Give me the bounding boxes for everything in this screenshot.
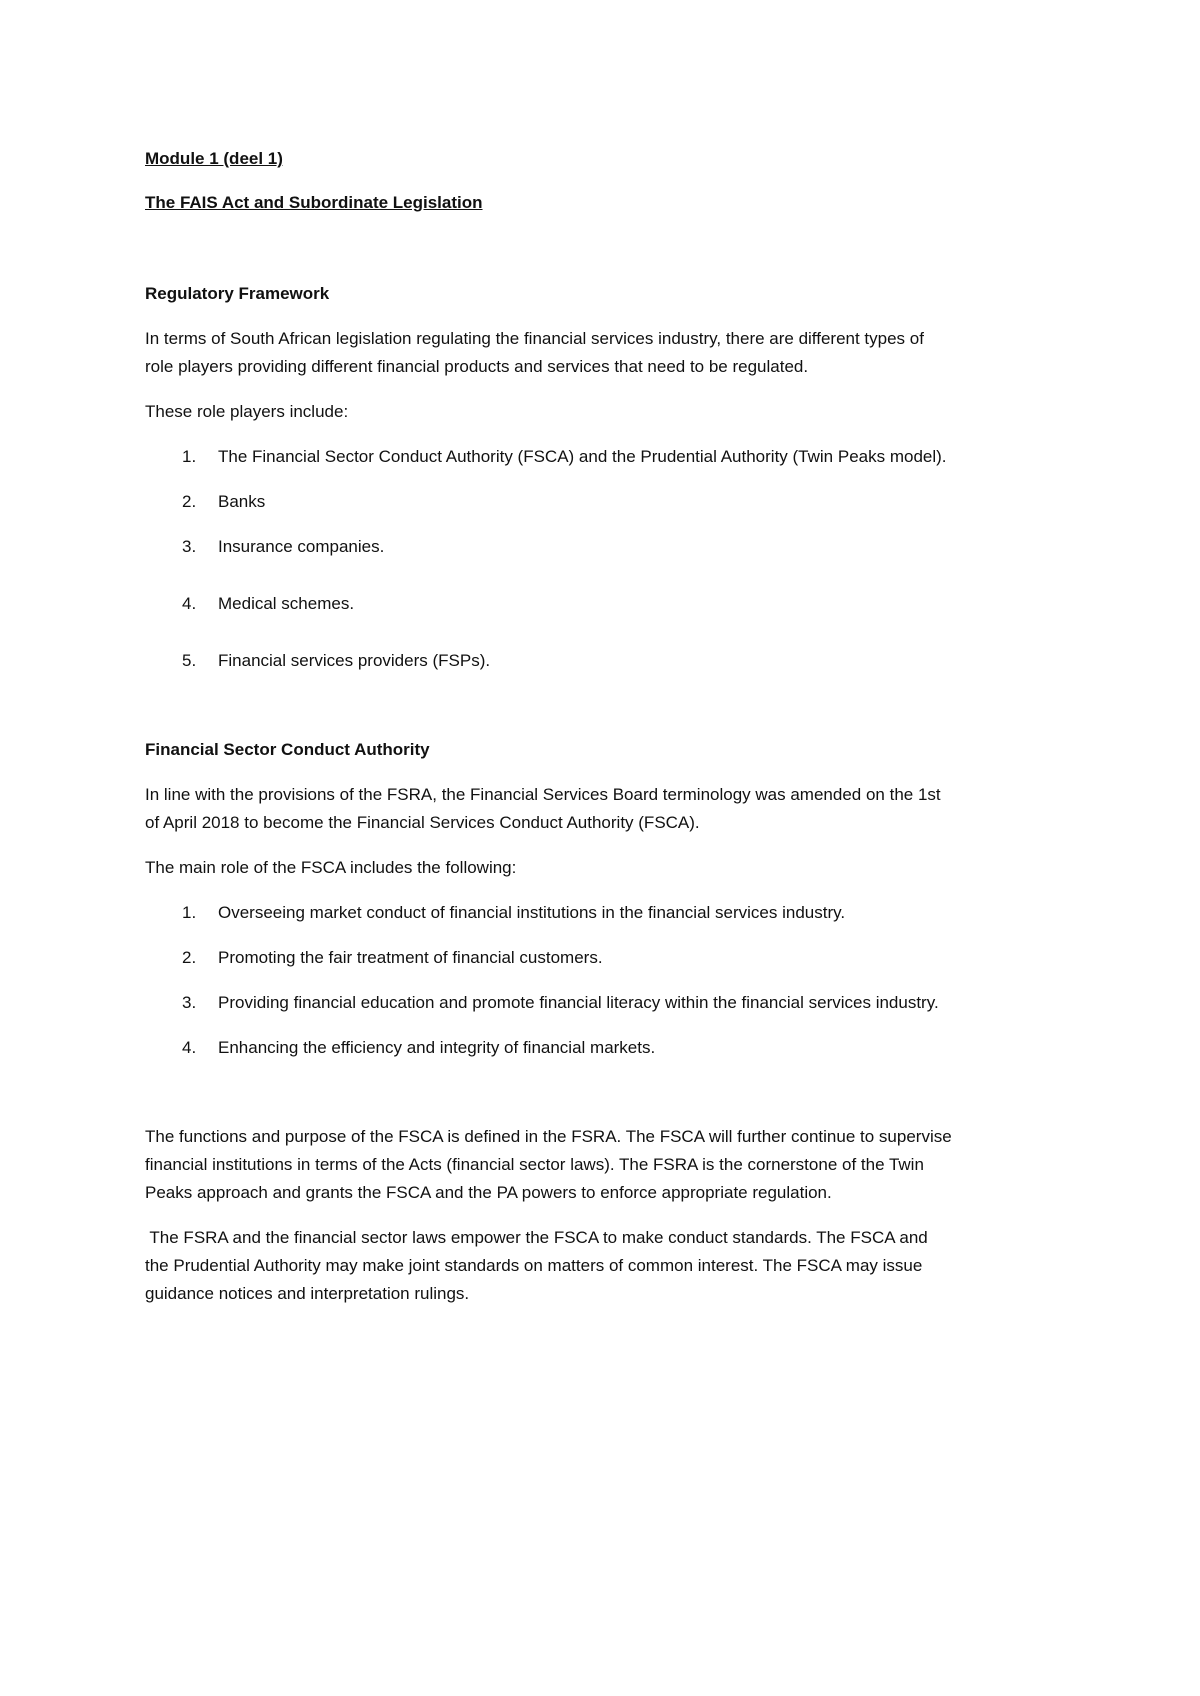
list-number: 5. xyxy=(182,651,197,670)
list-item xyxy=(182,487,265,516)
list-number: 2. xyxy=(182,948,197,967)
list-number: 3. xyxy=(182,537,197,556)
list-lead: These role players include: xyxy=(145,402,349,421)
list-item-text: Enhancing the efficiency and integrity of financial markets. xyxy=(218,1038,656,1057)
list-item-text: Insurance companies. xyxy=(218,537,385,556)
list-item xyxy=(182,988,939,1017)
list-item-text: Banks xyxy=(218,492,266,511)
list-item-text: Medical schemes. xyxy=(218,594,355,613)
paragraph-line: of April 2018 to become the Financial Services Conduct Authority (FSCA). xyxy=(145,813,700,832)
paragraph-line: role players providing different financial products and services that need to be regulated. xyxy=(145,357,809,376)
list-item xyxy=(182,532,384,561)
paragraph-line: financial institutions in terms of the Acts (financial sector laws). The FSRA is the cornerstone of the Twin xyxy=(145,1155,924,1174)
section-heading-regulatory-framework: Regulatory Framework xyxy=(145,284,330,303)
list-item-text: Financial services providers (FSPs). xyxy=(218,651,491,670)
list-number: 4. xyxy=(182,1038,197,1057)
list-item-text: Overseeing market conduct of financial institutions in the financial services industry. xyxy=(218,903,846,922)
paragraph-line: In terms of South African legislation regulating the financial services industry, there are different types of xyxy=(145,329,924,348)
list-item xyxy=(182,1033,655,1062)
paragraph-line: Peaks approach and grants the FSCA and the PA powers to enforce appropriate regulation. xyxy=(145,1183,832,1202)
list-item-text: The Financial Sector Conduct Authority (FSCA) and the Prudential Authority (Twin Peaks model). xyxy=(218,447,947,466)
list-number: 1. xyxy=(182,903,197,922)
list-item xyxy=(182,442,947,471)
list-item xyxy=(182,943,603,972)
document-title: The FAIS Act and Subordinate Legislation xyxy=(145,193,483,212)
list-item-text: Providing financial education and promote financial literacy within the financial services industry. xyxy=(218,993,939,1012)
list-number: 1. xyxy=(182,447,197,466)
list-item-text: Promoting the fair treatment of financial customers. xyxy=(218,948,603,967)
paragraph-line: guidance notices and interpretation rulings. xyxy=(145,1284,470,1303)
section-heading-fsca: Financial Sector Conduct Authority xyxy=(145,740,430,759)
list-lead: The main role of the FSCA includes the following: xyxy=(145,858,517,877)
paragraph-line: the Prudential Authority may make joint standards on matters of common interest. The FSCA may issue xyxy=(145,1256,923,1275)
list-number: 2. xyxy=(182,492,197,511)
paragraph-line: In line with the provisions of the FSRA, the Financial Services Board terminology was amended on the 1st xyxy=(145,785,941,804)
paragraph-line: The functions and purpose of the FSCA is defined in the FSRA. The FSCA will further continue to supervise xyxy=(145,1127,952,1146)
list-item xyxy=(182,898,845,927)
paragraph-line: The FSRA and the financial sector laws empower the FSCA to make conduct standards. The FSCA and xyxy=(145,1228,928,1247)
list-number: 3. xyxy=(182,993,197,1012)
list-item xyxy=(182,589,354,618)
list-item xyxy=(182,646,490,675)
list-number: 4. xyxy=(182,594,197,613)
module-title: Module 1 (deel 1) xyxy=(145,149,283,168)
